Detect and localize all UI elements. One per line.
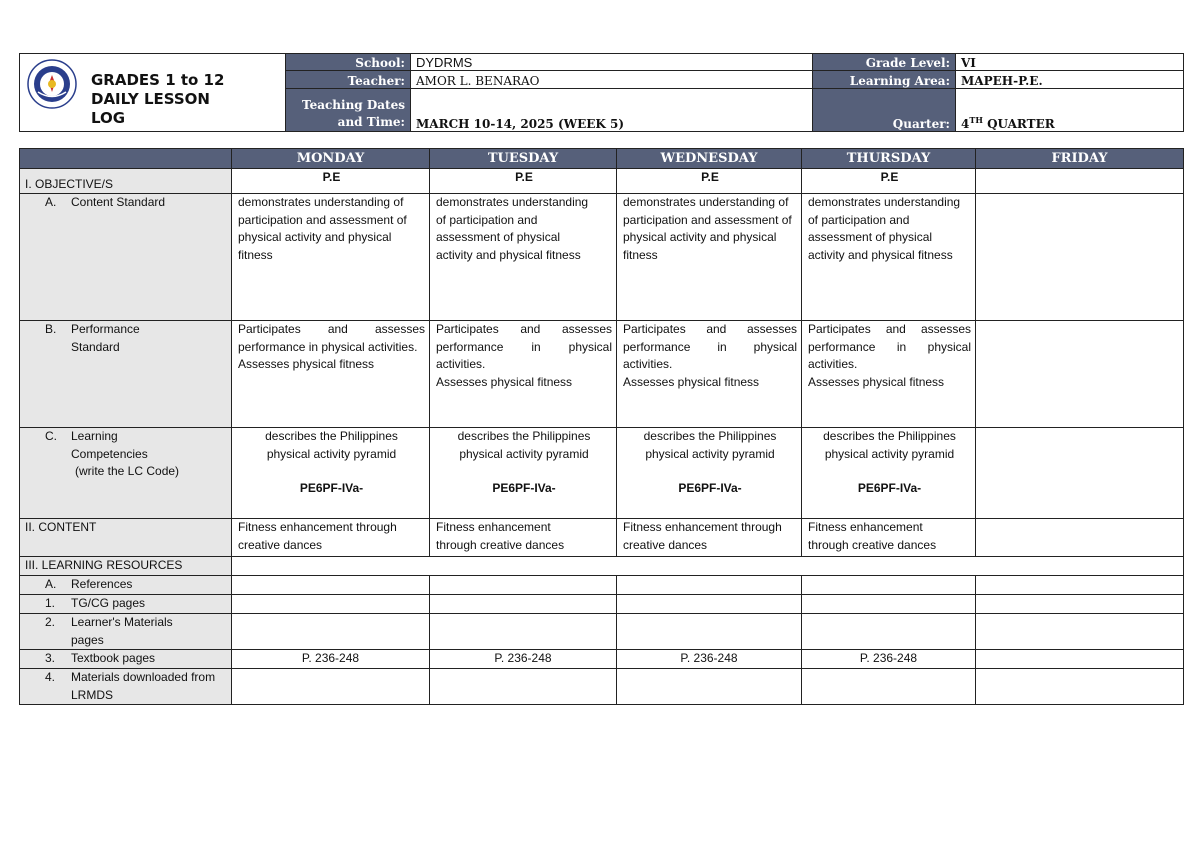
teaching-dates-value: MARCH 10-14, 2025 (WEEK 5) — [411, 88, 813, 131]
performance-standard-text-2: Standard — [71, 339, 120, 354]
performance-text: Participates and assesses performance in physical activities. — [436, 322, 612, 371]
learning-area-value: MAPEH-P.E. — [956, 71, 1184, 88]
content-standard-text: Content Standard — [71, 195, 166, 209]
learning-competencies-label — [20, 428, 232, 519]
empty-cell — [976, 576, 1184, 595]
performance-standard-cell — [430, 321, 617, 428]
content-standard-cell: demonstrates understanding of participation and assessment of physical activity and physical fitness — [802, 194, 976, 321]
performance-text: Participates and assesses performance in physical activities. — [238, 322, 425, 354]
empty-cell — [430, 595, 617, 614]
textbook-text: Textbook pages — [71, 651, 156, 665]
day-friday: FRIDAY — [976, 149, 1184, 169]
teaching-dates-label — [286, 88, 411, 131]
day-header-row — [20, 149, 1184, 169]
content-cell: Fitness enhancement through creative dances — [430, 519, 617, 557]
textbook-cell: P. 236-248 — [232, 650, 430, 669]
lm-num: 2. — [45, 615, 56, 629]
lrmds-label — [20, 669, 232, 705]
performance-standard-num: B. — [45, 322, 57, 336]
performance-extra-text: Assesses physical fitness — [808, 374, 945, 389]
teaching-dates-label-line1: Teaching Dates — [302, 98, 405, 112]
performance-extra-text: Assesses physical fitness — [238, 357, 375, 371]
performance-standard-row — [20, 321, 1184, 428]
performance-standard-cell — [617, 321, 802, 428]
performance-standard-text-1: Performance — [71, 322, 140, 336]
lrmds-num: 4. — [45, 670, 56, 684]
lc-text: describes the Philippines physical activity pyramid — [457, 429, 591, 461]
lrmds-text: Materials downloaded from LRMDS — [71, 670, 216, 702]
dll-title — [91, 71, 224, 128]
performance-standard-cell — [232, 321, 430, 428]
tg-label — [20, 595, 232, 614]
day-tuesday: TUESDAY — [430, 149, 617, 169]
empty-cell — [617, 576, 802, 595]
lc-cell — [232, 428, 430, 519]
grade-level-value: VI — [956, 54, 1184, 71]
content-standard-cell: demonstrates understanding of participation and assessment of physical activity and physical fitness — [232, 194, 430, 321]
content-standard-cell: demonstrates understanding of participation and assessment of physical activity and physical fitness — [617, 194, 802, 321]
lc-text-1: Learning — [71, 429, 118, 443]
empty-cell — [802, 669, 976, 705]
empty-cell — [617, 614, 802, 650]
empty-cell — [802, 576, 976, 595]
empty-cell — [232, 669, 430, 705]
lrmds-row — [20, 669, 1184, 705]
content-standard-cell — [976, 194, 1184, 321]
header-table — [19, 53, 1184, 132]
resources-row — [20, 557, 1184, 576]
empty-cell — [802, 614, 976, 650]
subject-cell: P.E — [802, 169, 976, 194]
tg-num: 1. — [45, 596, 56, 610]
subject-cell: P.E — [430, 169, 617, 194]
lc-num: C. — [45, 429, 57, 443]
content-standard-cell: demonstrates understanding of participation and assessment of physical activity and physical fitness — [430, 194, 617, 321]
references-text: References — [71, 577, 133, 591]
corner-cell — [20, 149, 232, 169]
lc-text: describes the Philippines physical activity pyramid — [643, 429, 777, 461]
performance-text: Participates and assesses performance in physical activities. — [623, 322, 797, 371]
lc-code: PE6PF-IVa- — [857, 481, 922, 495]
empty-cell — [617, 595, 802, 614]
title-cell — [20, 54, 286, 132]
content-cell: Fitness enhancement through creative dances — [802, 519, 976, 557]
content-standard-label — [20, 194, 232, 321]
deped-seal-icon — [27, 59, 77, 109]
lc-code: PE6PF-IVa- — [299, 481, 364, 495]
textbook-cell — [976, 650, 1184, 669]
tg-text: TG/CG pages — [71, 596, 146, 610]
day-thursday: THURSDAY — [802, 149, 976, 169]
subject-cell: P.E — [617, 169, 802, 194]
content-standard-num: A. — [45, 195, 57, 209]
content-row — [20, 519, 1184, 557]
lc-cell — [617, 428, 802, 519]
performance-extra-text: Assesses physical fitness — [623, 374, 760, 389]
content-cell — [976, 519, 1184, 557]
references-row — [20, 576, 1184, 595]
lc-cell — [802, 428, 976, 519]
textbook-row — [20, 650, 1184, 669]
textbook-num: 3. — [45, 651, 56, 665]
textbook-cell: P. 236-248 — [617, 650, 802, 669]
empty-cell — [430, 576, 617, 595]
title-line-1: GRADES 1 to 12 — [91, 71, 225, 89]
content-cell: Fitness enhancement through creative dances — [617, 519, 802, 557]
empty-cell — [232, 614, 430, 650]
day-wednesday: WEDNESDAY — [617, 149, 802, 169]
school-label: School: — [286, 54, 411, 71]
learning-area-label: Learning Area: — [813, 71, 956, 88]
performance-standard-label — [20, 321, 232, 428]
content-standard-row — [20, 194, 1184, 321]
textbook-cell: P. 236-248 — [802, 650, 976, 669]
quarter-value — [956, 88, 1184, 131]
teaching-dates-label-line2: and Time: — [337, 115, 405, 129]
objectives-row — [20, 169, 1184, 194]
lc-text-2: Competencies — [71, 446, 148, 461]
lc-code: PE6PF-IVa- — [492, 481, 556, 495]
references-num: A. — [45, 577, 57, 591]
performance-standard-cell — [976, 321, 1184, 428]
title-line-3: LOG — [91, 109, 126, 127]
empty-cell — [976, 614, 1184, 650]
resources-span-cell — [232, 557, 1184, 576]
content-cell: Fitness enhancement through creative dances — [232, 519, 430, 557]
title-line-2: DAILY LESSON — [91, 90, 210, 108]
subject-cell: P.E — [232, 169, 430, 194]
lm-text: Learner's Materials pages — [71, 615, 173, 647]
empty-cell — [976, 669, 1184, 705]
lc-text: describes the Philippines physical activity pyramid — [265, 429, 398, 461]
lm-label — [20, 614, 232, 650]
lc-cell — [430, 428, 617, 519]
references-label — [20, 576, 232, 595]
day-monday: MONDAY — [232, 149, 430, 169]
quarter-number: 4 — [961, 117, 970, 131]
lc-text: describes the Philippines physical activity pyramid — [823, 429, 956, 461]
performance-standard-cell — [802, 321, 976, 428]
grade-level-label: Grade Level: — [813, 54, 956, 71]
tg-row — [20, 595, 1184, 614]
school-value: DYDRMS — [411, 54, 813, 71]
lm-row — [20, 614, 1184, 650]
quarter-superscript: TH — [969, 115, 983, 125]
lesson-log-table — [19, 148, 1184, 705]
performance-extra-text: Assesses physical fitness — [436, 374, 573, 389]
empty-cell — [976, 595, 1184, 614]
empty-cell — [232, 576, 430, 595]
empty-cell — [430, 614, 617, 650]
textbook-label — [20, 650, 232, 669]
quarter-word: QUARTER — [987, 117, 1055, 131]
empty-cell — [430, 669, 617, 705]
empty-cell — [802, 595, 976, 614]
lc-code: PE6PF-IVa- — [678, 481, 742, 495]
textbook-cell: P. 236-248 — [430, 650, 617, 669]
subject-cell — [976, 169, 1184, 194]
lc-cell — [976, 428, 1184, 519]
resources-label: III. LEARNING RESOURCES — [20, 557, 232, 576]
empty-cell — [617, 669, 802, 705]
content-label: II. CONTENT — [20, 519, 232, 557]
objectives-label: I. OBJECTIVE/S — [20, 169, 232, 194]
empty-cell — [232, 595, 430, 614]
teacher-label: Teacher: — [286, 71, 411, 88]
teacher-value: AMOR L. BENARAO — [411, 71, 813, 88]
learning-competencies-row — [20, 428, 1184, 519]
performance-text: Participates and assesses performance in physical activities. — [808, 322, 971, 371]
lc-text-3: (write the LC Code) — [75, 464, 180, 478]
quarter-label: Quarter: — [813, 88, 956, 131]
